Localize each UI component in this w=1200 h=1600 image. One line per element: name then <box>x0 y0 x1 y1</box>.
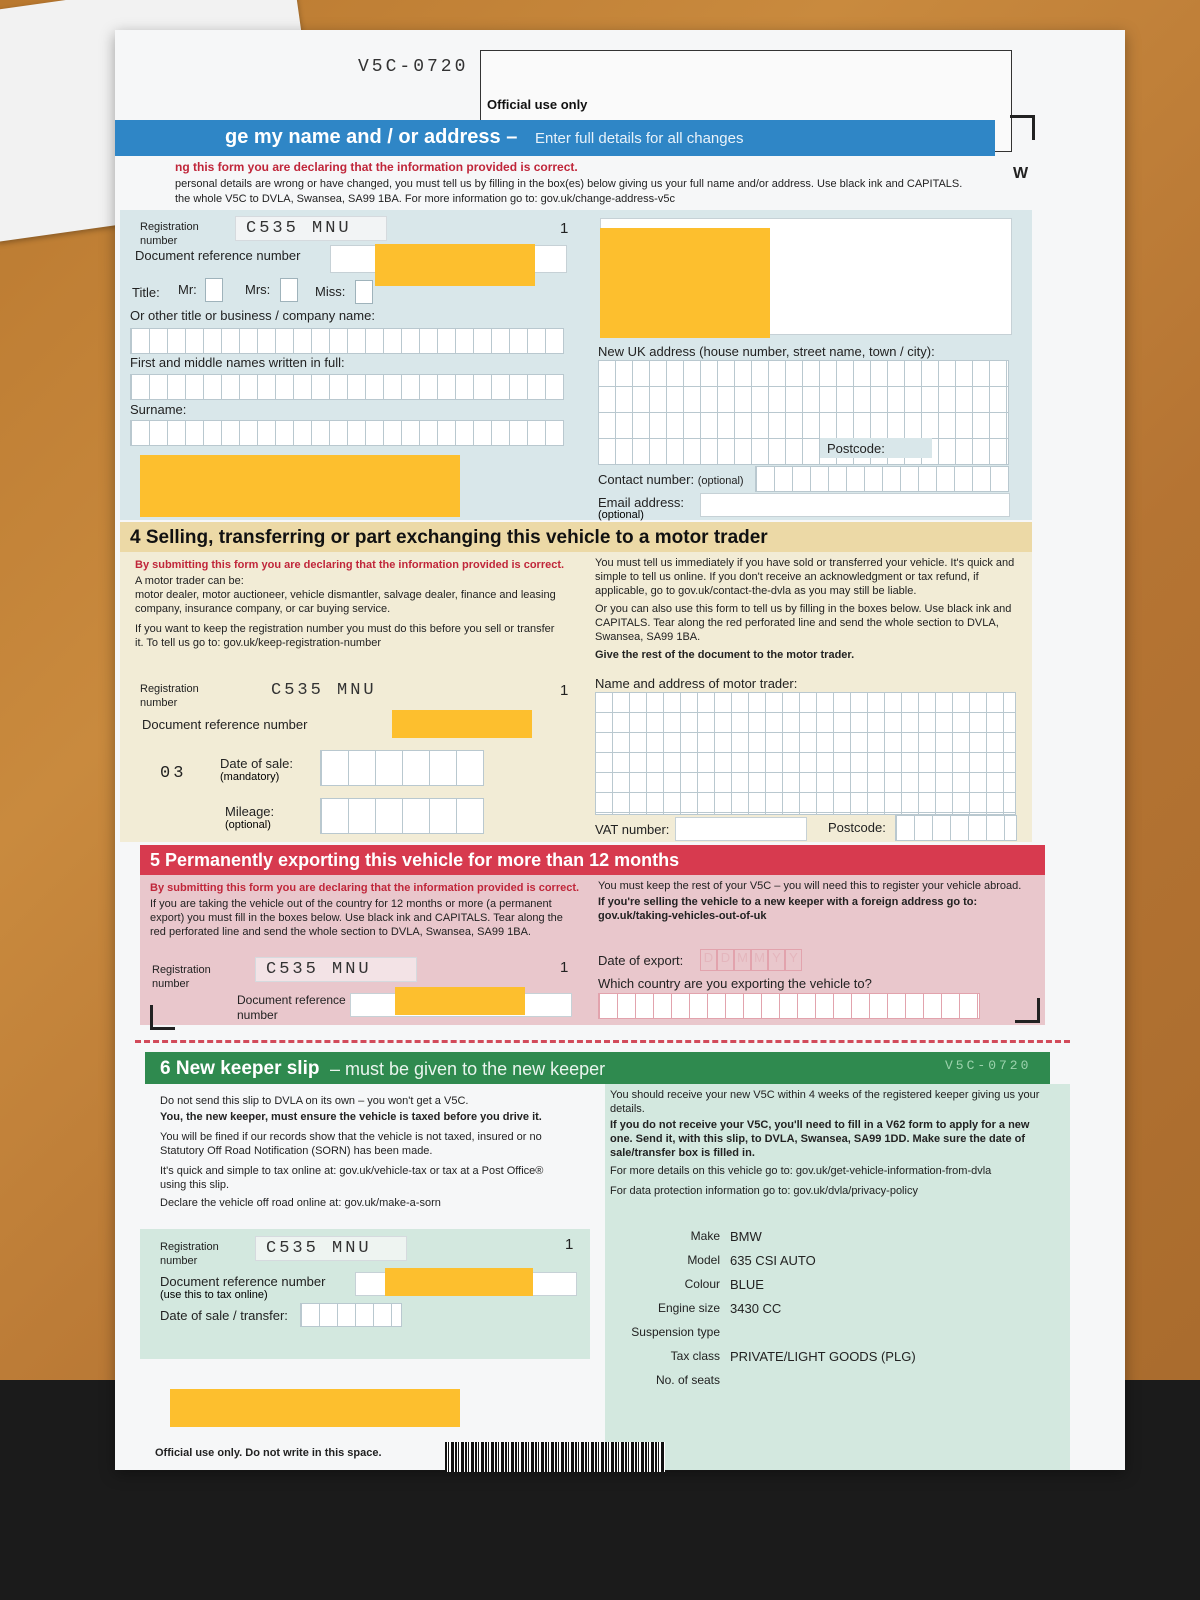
s4-vat-field[interactable] <box>675 817 807 841</box>
s3-header <box>115 120 995 156</box>
s3-other-title-boxes[interactable] <box>130 328 564 354</box>
vehicle-model-value: 635 CSI AUTO <box>730 1253 816 1268</box>
s3-old-address-redaction <box>140 455 460 517</box>
s3-postcode-label: Postcode: <box>827 441 885 456</box>
s4-date-boxes[interactable] <box>320 750 484 786</box>
v5c-form-sheet <box>115 30 1125 1470</box>
s3-mrs-checkbox[interactable] <box>280 278 298 302</box>
s3-doc-ref-label: Document reference number <box>135 248 301 263</box>
s6-reg-label: Registration number <box>160 1241 219 1267</box>
s4-mileage-optional: (optional) <box>225 819 271 831</box>
s4-right-p3: Give the rest of the document to the motor trader. <box>595 649 855 661</box>
s6-title-suffix: – must be given to the new keeper <box>330 1059 606 1079</box>
s6-doc-ref-label: Document reference number <box>160 1274 326 1289</box>
s3-contact-label <box>598 472 744 487</box>
s5-header <box>140 845 1045 875</box>
vehicle-taxclass-label: Tax class <box>670 1349 720 1363</box>
s6-header <box>145 1052 1050 1084</box>
s3-copy-number: 1 <box>560 220 569 237</box>
s3-mr-checkbox[interactable] <box>205 278 223 302</box>
s5-country-label: Which country are you exporting the vehicle to? <box>598 976 872 991</box>
corner-mark-bottom-left <box>150 1005 175 1030</box>
s6-copy-number: 1 <box>565 1236 574 1253</box>
s3-declaration: ng this form you are declaring that the information provided is correct. <box>175 160 578 174</box>
s4-header <box>120 522 1032 552</box>
s4-trader-label: Name and address of motor trader: <box>595 676 798 691</box>
date-box-m2[interactable]: M <box>751 949 768 971</box>
s4-left-p1: A motor trader can be: <box>135 575 244 587</box>
s6-right-p2: If you do not receive your V5C, you'll need to fill in a V62 form to apply for a new one. Send it, with this slip, to DVLA, Swansea, SA99 1DD. Make sure the date of sale/transfer box is filled in. <box>610 1119 1030 1159</box>
s6-body <box>135 1084 1070 1470</box>
s6-vehicle-details <box>605 1229 1070 1470</box>
s3-title-label: Title: <box>132 285 160 300</box>
corner-mark-top-right <box>1010 115 1035 140</box>
s4-copy-number: 1 <box>560 682 569 699</box>
s3-email-label: Email address: <box>598 495 684 510</box>
s4-postcode-label: Postcode: <box>828 820 886 835</box>
barcode <box>445 1442 665 1472</box>
s5-declaration: By submitting this form you are declaring that the information provided is correct. <box>150 882 580 894</box>
s3-body <box>120 210 1032 520</box>
s4-left-p3: If you want to keep the registration number you must do this before you sell or transfer it. To tell us go to: gov.uk/keep-registration-number <box>135 623 555 649</box>
s4-right-p1: You must tell us immediately if you have sold or transferred your vehicle. It's quick and simple to tell us online. If you don't receive an acknowledgment or tax refund, if applicable, go to gov.uk/contact-the-dvla as you may still be liable. <box>595 557 1015 597</box>
s4-postcode-boxes[interactable] <box>895 815 1017 841</box>
s4-title: 4 Selling, transferring or part exchanging this vehicle to a motor trader <box>130 527 768 548</box>
vehicle-suspension-label: Suspension type <box>631 1325 720 1339</box>
vehicle-seats-label: No. of seats <box>655 1373 720 1387</box>
s4-doc-ref-label: Document reference number <box>142 717 308 732</box>
vehicle-taxclass-value: PRIVATE/LIGHT GOODS (PLG) <box>730 1349 916 1364</box>
s3-contact-optional: (optional) <box>697 475 744 487</box>
s5-reg-label: Registration number <box>152 964 211 990</box>
date-box-d2[interactable]: D <box>717 949 734 971</box>
s5-doc-ref-label: Document reference number <box>237 993 346 1022</box>
s5-right-p1: You must keep the rest of your V5C – you will need this to register your vehicle abroad. <box>598 880 1022 892</box>
s6-left-p3: You will be fined if our records show that the vehicle is not taxed, insured or no Statutory Off Road Notification (SORN) has been made. <box>160 1131 542 1157</box>
s5-right-p2: If you're selling the vehicle to a new keeper with a foreign address go to: gov.uk/taking-vehicles-out-of-uk <box>598 896 978 922</box>
vehicle-colour-label: Colour <box>684 1277 720 1291</box>
date-box-y1[interactable]: Y <box>768 949 785 971</box>
s5-reg-value: C535 MNU <box>255 957 417 982</box>
s3-instructions-2: the whole V5C to DVLA, Swansea, SA99 1BA. For more information go to: gov.uk/change-address-v5c <box>175 193 675 205</box>
s4-reg-value: C535 MNU <box>260 678 402 703</box>
s4-right-p2: Or you can also use this form to tell us by filling in the boxes below. Use black ink and CAPITALS. Tear along the red perforated line and send the whole section to DVLA, Swansea, SA99 1BA. <box>595 603 1012 643</box>
s3-current-address-redaction <box>600 228 770 338</box>
s5-country-boxes[interactable] <box>598 993 980 1019</box>
s6-left-p1: Do not send this slip to DVLA on its own – you won't get a V5C. <box>160 1095 469 1107</box>
s3-doc-ref-redaction <box>375 244 535 286</box>
s5-body <box>140 875 1045 1025</box>
s6-date-label: Date of sale / transfer: <box>160 1308 288 1323</box>
s6-title: 6 New keeper slip <box>160 1058 320 1079</box>
s3-miss-checkbox[interactable] <box>355 280 373 304</box>
corner-mark-bottom-right <box>1015 998 1040 1023</box>
s5-left-p1: If you are taking the vehicle out of the country for 12 months or more (a permanent export) you must fill in the boxes below. Use black ink and CAPITALS. Tear along the red perforated line and send the whole section to DVLA, Swansea, SA99 1BA. <box>150 898 563 938</box>
s4-date-label: Date of sale: <box>220 756 293 771</box>
vehicle-make-label: Make <box>690 1229 720 1243</box>
s6-left-p5: Declare the vehicle off road online at: gov.uk/make-a-sorn <box>160 1197 441 1209</box>
perforated-tear-line <box>135 1040 1070 1043</box>
vehicle-engine-value: 3430 CC <box>730 1301 782 1316</box>
s3-first-names-label: First and middle names written in full: <box>130 355 345 370</box>
vehicle-make-value: BMW <box>730 1229 762 1244</box>
s3-new-address-grid[interactable] <box>598 360 1009 465</box>
s3-surname-boxes[interactable] <box>130 420 564 446</box>
vehicle-model-label: Model <box>687 1253 720 1267</box>
s5-export-date-boxes[interactable] <box>700 949 802 971</box>
s4-date-mandatory: (mandatory) <box>220 771 280 783</box>
s4-declaration: By submitting this form you are declaring that the information provided is correct. <box>135 559 565 571</box>
s5-doc-ref-redaction <box>395 987 525 1015</box>
s6-doc-ref-hint: (use this to tax online) <box>160 1289 268 1301</box>
vehicle-engine-label: Engine size <box>657 1301 720 1315</box>
s5-title: 5 Permanently exporting this vehicle for more than 12 months <box>150 850 680 870</box>
s3-email-optional: (optional) <box>598 509 644 521</box>
w-mark: W <box>1013 165 1029 182</box>
official-use-label: Official use only <box>487 97 588 112</box>
s3-contact-boxes[interactable] <box>755 466 1009 492</box>
s4-mileage-boxes[interactable] <box>320 798 484 834</box>
s4-day-code: 03 <box>160 764 187 783</box>
s3-miss-label: Miss: <box>315 284 346 299</box>
s6-left-p2: You, the new keeper, must ensure the vehicle is taxed before you drive it. <box>160 1111 542 1123</box>
s6-right-p3: For more details on this vehicle go to: gov.uk/get-vehicle-information-from-dvla <box>610 1165 992 1177</box>
s4-mileage-label: Mileage: <box>225 804 275 819</box>
s6-left-p4: It's quick and simple to tax online at: gov.uk/vehicle-tax or tax at a Post Office® using this slip. <box>160 1165 544 1191</box>
s3-other-title-label: Or other title or business / company name: <box>130 308 375 323</box>
s5-copy-number: 1 <box>560 959 569 976</box>
s3-instructions: personal details are wrong or have changed, you must tell us by filling in the box(es) below giving us your full name and/or address. Use black ink and CAPITALS. <box>175 178 963 190</box>
s4-body <box>120 552 1032 842</box>
s3-title: ge my name and / or address – <box>225 126 518 148</box>
s6-date-boxes[interactable] <box>300 1303 402 1327</box>
s6-reg-value: C535 MNU <box>255 1236 407 1261</box>
s3-email-field[interactable] <box>700 493 1010 517</box>
s3-new-address-label: New UK address (house number, street name, town / city): <box>598 344 935 359</box>
s3-mr-label: Mr: <box>178 282 197 297</box>
s3-surname-label: Surname: <box>130 402 187 417</box>
s6-code: V5C-0720 <box>945 1058 1032 1073</box>
s3-subtitle: Enter full details for all changes <box>535 130 744 147</box>
s4-doc-ref-redaction <box>392 710 532 738</box>
s6-right-p1: You should receive your new V5C within 4 weeks of the registered keeper giving us your details. <box>610 1089 1040 1115</box>
s4-trader-grid[interactable] <box>595 692 1016 815</box>
s3-mrs-label: Mrs: <box>245 282 271 297</box>
s5-export-date-label: Date of export: <box>598 953 684 968</box>
s4-left-p2: motor dealer, motor auctioneer, vehicle dismantler, salvage dealer, finance and leasing company, insurance company, or car buying service. <box>135 589 556 615</box>
date-box-m1[interactable]: M <box>734 949 751 971</box>
s6-keeper-redaction <box>170 1389 460 1427</box>
s3-reg-label: Registration number <box>140 221 199 247</box>
s6-official-note: Official use only. Do not write in this space. <box>155 1447 382 1459</box>
s3-first-names-boxes[interactable] <box>130 374 564 400</box>
s6-right-p4: For data protection information go to: gov.uk/dvla/privacy-policy <box>610 1185 918 1197</box>
date-box-y2[interactable]: Y <box>785 949 802 971</box>
s4-vat-label: VAT number: <box>595 822 670 837</box>
form-code: V5C-0720 <box>358 57 469 77</box>
s3-contact-text: Contact number: <box>598 472 695 487</box>
s4-reg-label: Registration number <box>140 683 199 709</box>
s6-doc-ref-redaction <box>385 1268 533 1296</box>
date-box-d1[interactable]: D <box>700 949 717 971</box>
s3-reg-value: C535 MNU <box>235 216 387 241</box>
vehicle-colour-value: BLUE <box>730 1277 764 1292</box>
